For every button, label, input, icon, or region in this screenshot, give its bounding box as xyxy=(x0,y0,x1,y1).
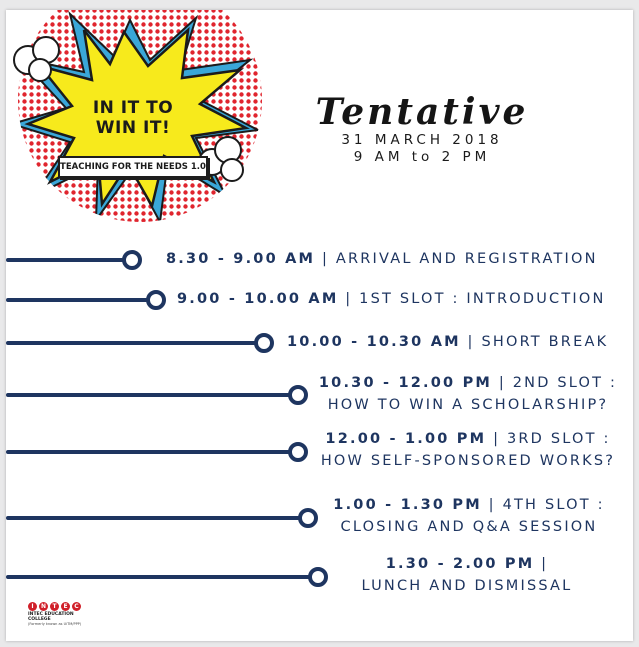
timeline-track-1 xyxy=(6,258,124,262)
badge-title-line-2: WIN IT! xyxy=(95,118,171,138)
schedule-desc: | xyxy=(534,556,549,572)
timeline-track-5 xyxy=(6,450,292,454)
schedule-desc: | 1ST SLOT : INTRODUCTION xyxy=(338,291,606,307)
logo-tagline: (Formerly known as UiTM/PPP) xyxy=(28,622,82,626)
schedule-item-4 xyxy=(318,372,618,416)
timeline-knob-6 xyxy=(298,508,318,528)
schedule-time: 1.00 - 1.30 PM xyxy=(333,497,482,513)
schedule-time: 1.30 - 2.00 PM xyxy=(385,556,535,572)
schedule-time: 10.00 - 10.30 AM xyxy=(287,334,461,350)
logo-letter: C xyxy=(72,602,81,611)
timeline-knob-4 xyxy=(288,385,308,405)
timeline-track-3 xyxy=(6,341,258,345)
schedule-desc-line-2: CLOSING AND Q&A SESSION xyxy=(340,519,598,535)
logo-name: INTEC EDUCATION COLLEGE xyxy=(28,612,74,622)
poster xyxy=(6,10,633,641)
schedule-desc: | SHORT BREAK xyxy=(460,334,609,350)
logo-letter: E xyxy=(61,602,70,611)
timeline-knob-7 xyxy=(308,567,328,587)
schedule-item-7 xyxy=(342,553,592,597)
schedule-desc-line-2: LUNCH AND DISMISSAL xyxy=(361,578,573,594)
timeline-knob-3 xyxy=(254,333,274,353)
schedule-desc: | 4TH SLOT : xyxy=(481,497,605,513)
schedule-time: 9.00 - 10.00 AM xyxy=(177,291,339,307)
schedule-desc: | ARRIVAL AND REGISTRATION xyxy=(315,251,598,267)
event-date: 31 MARCH 2018 xyxy=(341,132,503,148)
schedule-desc-line-2: HOW TO WIN A SCHOLARSHIP? xyxy=(327,397,609,413)
schedule-item-1 xyxy=(166,248,598,270)
schedule-item-5 xyxy=(318,428,618,472)
timeline-knob-1 xyxy=(122,250,142,270)
logo-letter: I xyxy=(28,602,37,611)
logo-letter-circles xyxy=(28,602,88,611)
badge-title-line-1: IN IT TO xyxy=(92,98,174,118)
badge-subtitle: TEACHING FOR THE NEEDS 1.0 xyxy=(58,156,208,178)
timeline-track-4 xyxy=(6,393,292,397)
timeline-track-6 xyxy=(6,516,302,520)
page-title: Tentative xyxy=(315,91,529,133)
schedule-desc-line-2: HOW SELF-SPONSORED WORKS? xyxy=(320,453,616,469)
schedule-time: 8.30 - 9.00 AM xyxy=(166,251,316,267)
schedule-desc: | 2ND SLOT : xyxy=(492,375,618,391)
schedule-item-6 xyxy=(324,494,614,538)
schedule-item-2 xyxy=(177,288,606,310)
intec-logo xyxy=(28,602,88,626)
schedule-item-3 xyxy=(287,331,608,353)
timeline-track-2 xyxy=(6,298,148,302)
schedule-desc: | 3RD SLOT : xyxy=(486,431,611,447)
schedule-time: 12.00 - 1.00 PM xyxy=(325,431,487,447)
badge-title xyxy=(78,98,188,138)
logo-letter: N xyxy=(40,603,47,610)
timeline-track-7 xyxy=(6,575,312,579)
timeline-knob-5 xyxy=(288,442,308,462)
logo-letter: T xyxy=(50,602,59,611)
event-time: 9 AM to 2 PM xyxy=(353,149,491,165)
header xyxy=(302,92,542,166)
timeline-knob-2 xyxy=(146,290,166,310)
schedule-time: 10.30 - 12.00 PM xyxy=(318,375,493,391)
